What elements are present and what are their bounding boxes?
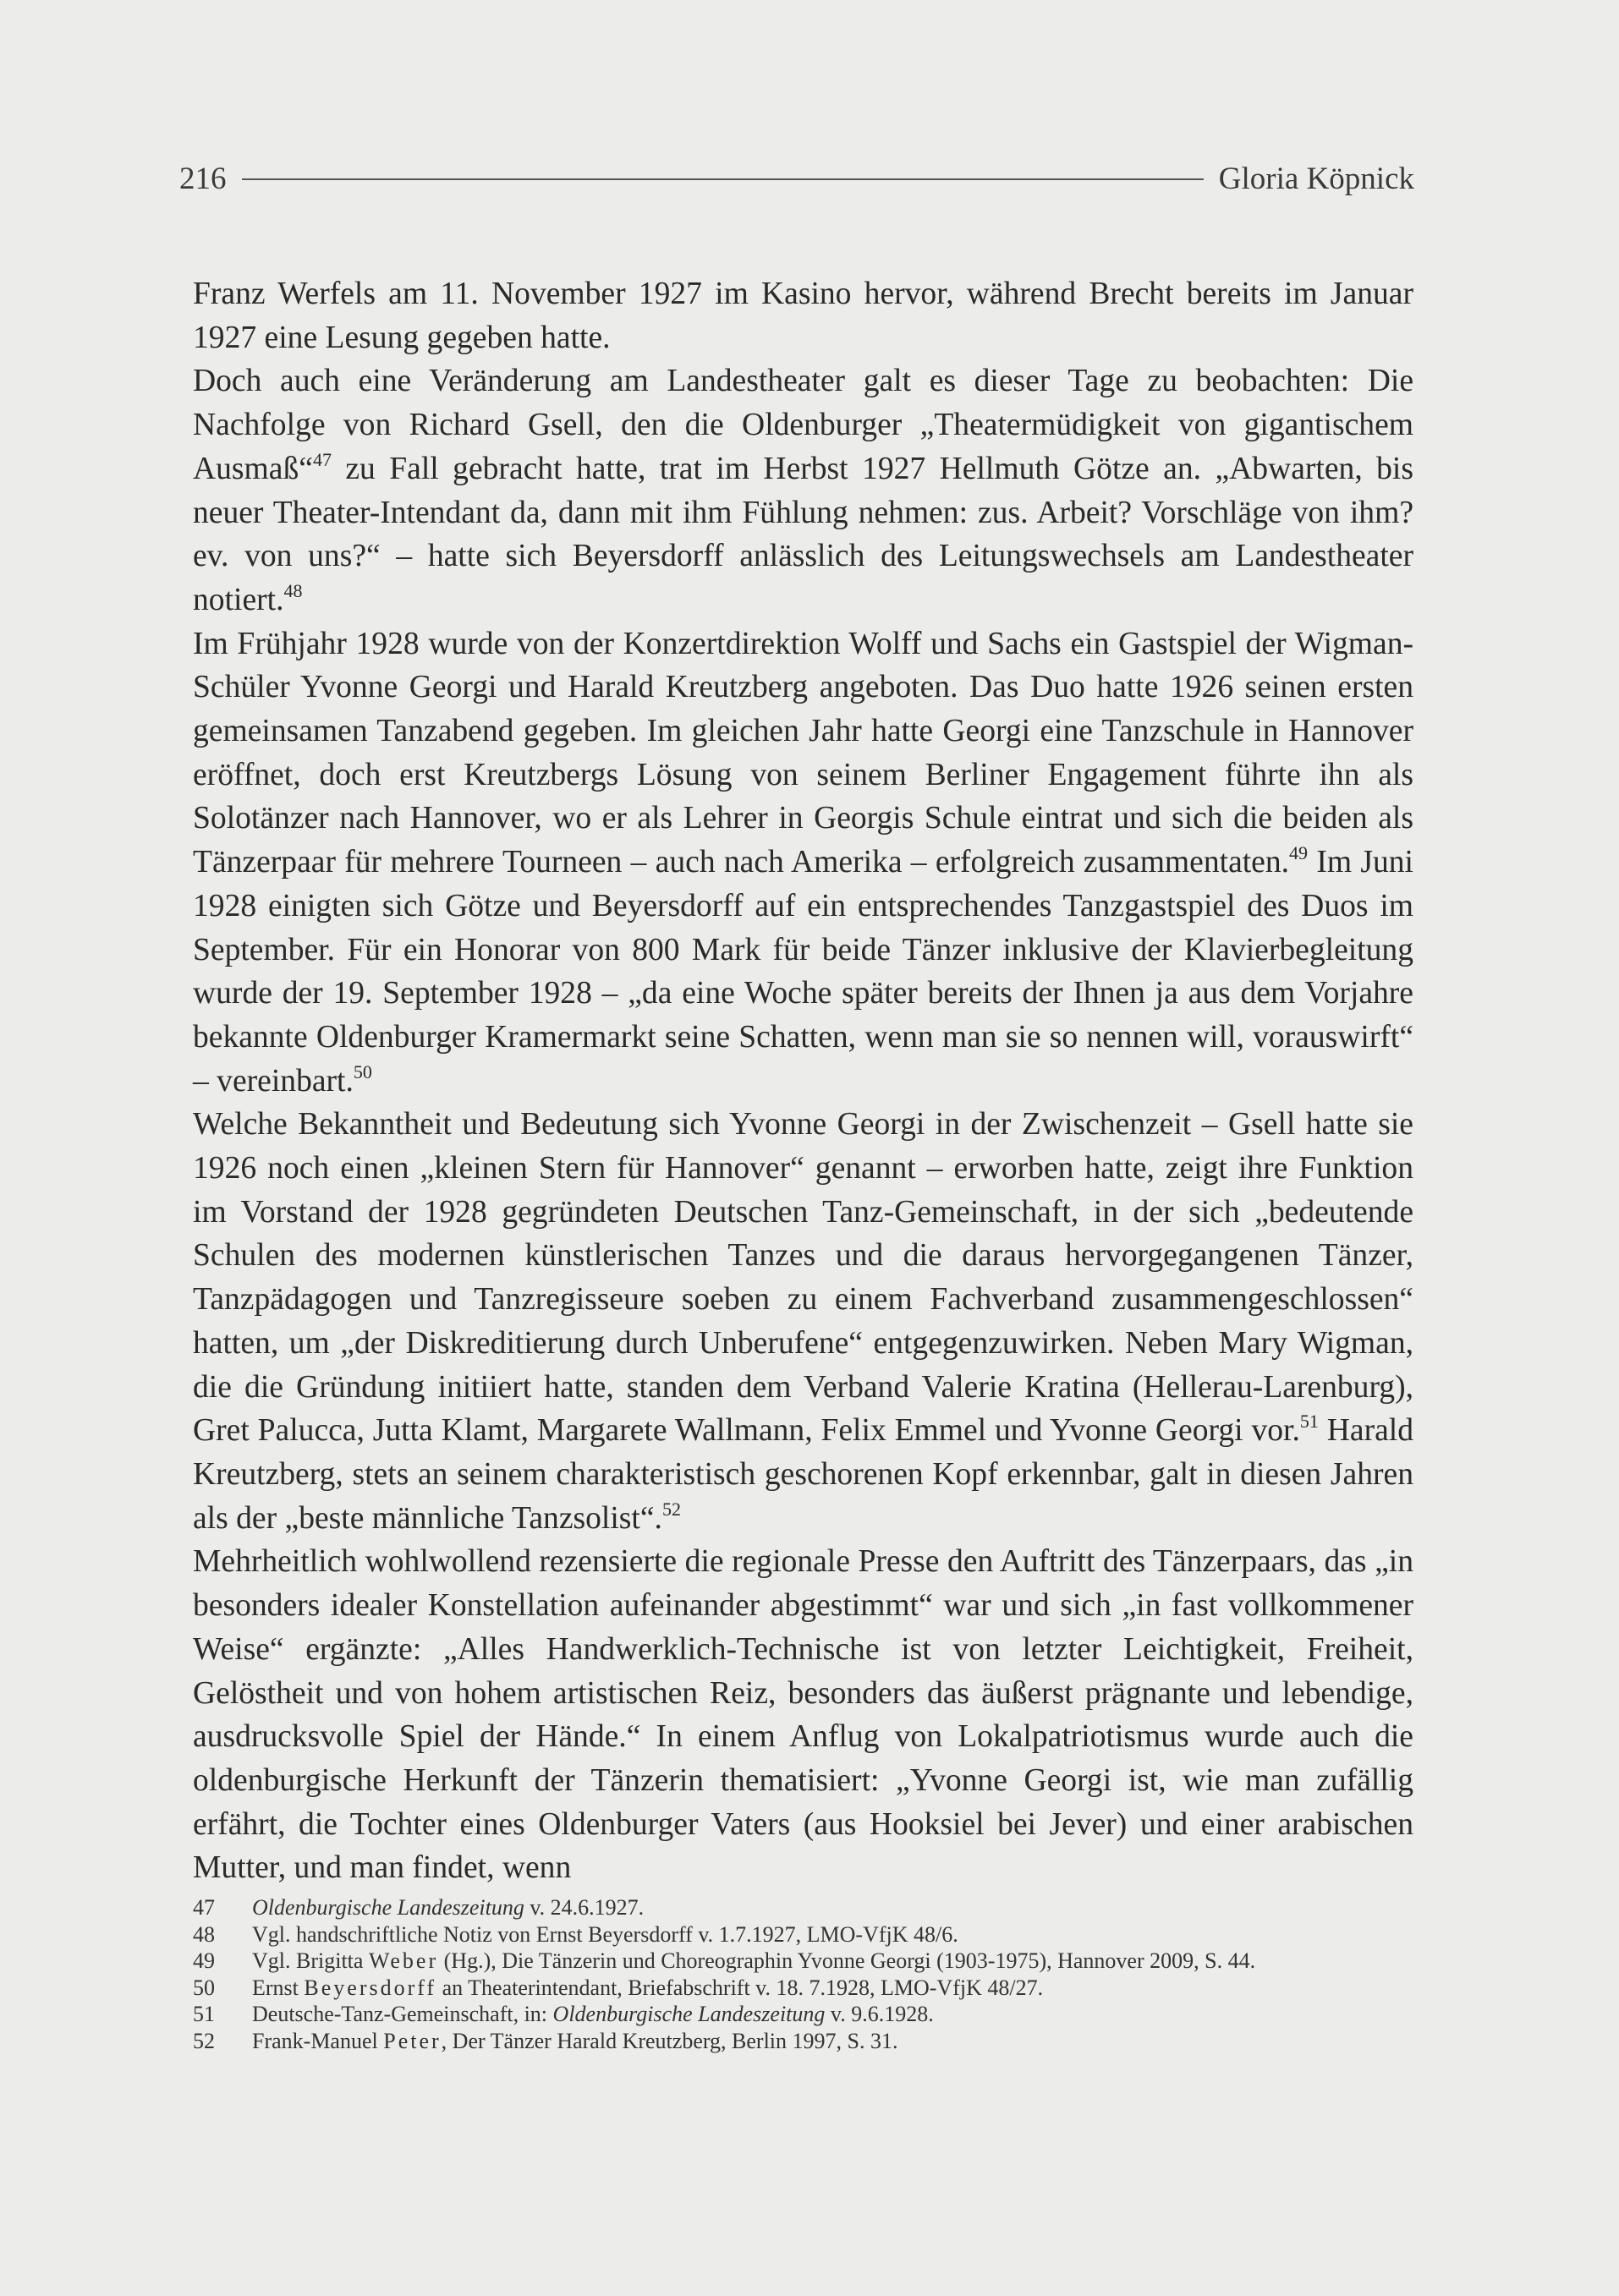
footnote-number: 48 bbox=[193, 1921, 215, 1947]
running-head-author: Gloria Köpnick bbox=[1218, 162, 1414, 196]
main-text bbox=[193, 272, 1413, 1890]
footnote-ref-50: 50 bbox=[353, 1060, 372, 1082]
footnotes bbox=[193, 1894, 1413, 2054]
header-rule bbox=[242, 178, 1204, 180]
paragraph-4 bbox=[193, 1103, 1413, 1540]
paragraph-1: Franz Werfels am 11. November 1927 im Kasino hervor, während Brecht bereits im Januar 1927 eine Lesung gegeben hatte. bbox=[193, 277, 1413, 355]
paragraph-2 bbox=[193, 359, 1413, 622]
footnote-ref-48: 48 bbox=[283, 579, 303, 601]
footnote-text: Vgl. handschriftliche Notiz von Ernst Beyersdorff v. 1.7.1927, LMO-VfjK 48/6. bbox=[252, 1921, 958, 1947]
paragraph-text: Welche Bekanntheit und Bedeutung sich Yvonne Georgi in der Zwischenzeit – Gsell hatte sie 1926 noch einen „kleinen Stern für Hannover“ genannt – erworben hatte, zeigt ihre Funktion im Vorstand der 1928 gegründeten Deutschen Tanz-Gemeinschaft, in der sich „bedeutende Schulen des modernen künstlerischen Tanzes und die daraus hervorgegangenen Tänzer, Tanzpädagogen und Tanzregisseure soeben zu einem Fachverband zusammengeschlossen“ hatten, um „der Diskreditierung durch Unberufene“ entgegenzuwirken. Neben Mary Wigman, die die Gründung initiiert hatte, standen dem Verband Valerie Kratina (Hellerau-Larenburg), Gret Palucca, Jutta Klamt, Margarete Wallmann, Felix Emmel und Yvonne Georgi vor. bbox=[193, 1107, 1413, 1449]
paragraph-5: Mehrheitlich wohlwollend rezensierte die regionale Presse den Auftritt des Tänzerpaars, das „in besonders idealer Konstellation aufeinander abgestimmt“ war und sich „in fast vollkommener Weise“ ergänzte: „Alles Handwerklich-Technische ist von letzter Leichtigkeit, Freiheit, Gelöstheit und von hohem artistischen Reiz, besonders das äußerst prägnante und lebendige, ausdrucksvolle Spiel der Hände.“ In einem Anflug von Lokalpatriotismus wurde auch die oldenburgische Herkunft der Tänzerin thematisiert: „Yvonne Georgi ist, wie man zufällig erfährt, die Tochter eines Oldenburger Vaters (aus Hooksiel bei Jever) und einer arabischen Mutter, und man findet, wenn bbox=[193, 1544, 1413, 1886]
footnote-number: 51 bbox=[193, 2002, 215, 2026]
footnote-47 bbox=[193, 1894, 1413, 1921]
footnote-50 bbox=[193, 1975, 1413, 2002]
footnote-number: 52 bbox=[193, 2028, 215, 2053]
author-name: Beyersdorff bbox=[304, 1975, 437, 2000]
footnote-number: 49 bbox=[193, 1948, 215, 1973]
footnote-49 bbox=[193, 1948, 1413, 1975]
paragraph-3 bbox=[193, 622, 1413, 1104]
footnote-text: Deutsche-Tanz-Gemeinschaft, in: bbox=[252, 2002, 553, 2026]
footnote-ref-47: 47 bbox=[312, 448, 332, 470]
paragraph-text: Harald Kreutzberg, stets an seinem charakteristisch geschorenen Kopf erkennbar, galt in diesen Jahren als der „beste männliche Tanzsolist“. bbox=[193, 1413, 1413, 1536]
page-number: 216 bbox=[179, 162, 227, 196]
author-name: Peter bbox=[383, 2028, 442, 2053]
footnote-52 bbox=[193, 2028, 1413, 2055]
footnote-text: an Theaterintendant, Briefabschrift v. 18. 7.1928, LMO-VfjK 48/27. bbox=[436, 1975, 1044, 2000]
footnote-text: v. 9.6.1928. bbox=[825, 2002, 934, 2026]
footnote-text: Vgl. Brigitta bbox=[252, 1948, 369, 1973]
footnote-ref-51: 51 bbox=[1299, 1411, 1319, 1433]
paragraph-text: Im Juni 1928 einigten sich Götze und Beyersdorff auf ein entsprechendes Tanzgastspiel des Duos im September. Für ein Honorar von 800 Mark für beide Tänzer inklusive der Klavierbegleitung wurde der 19. September 1928 – „da eine Woche später bereits der Ihnen ja aus dem Vorjahre bekannte Oldenburger Kramermarkt seine Schatten, wenn man sie so nennen will, vorauswirft“ – vereinbart. bbox=[193, 845, 1413, 1099]
source-title: Oldenburgische Landeszeitung bbox=[252, 1895, 524, 1920]
paragraph-text: Im Frühjahr 1928 wurde von der Konzertdirektion Wolff und Sachs ein Gastspiel der Wigman-Schüler Yvonne Georgi und Harald Kreutzberg angeboten. Das Duo hatte 1926 seinen ersten gemeinsamen Tanzabend gegeben. Im gleichen Jahr hatte Georgi eine Tanzschule in Hannover eröffnet, doch erst Kreutzbergs Lösung von seinem Berliner Engagement führte ihn als Solotänzer nach Hannover, wo er als Lehrer in Georgis Schule eintrat und sich die beiden als Tänzerpaar für mehrere Tourneen – auch nach Amerika – erfolgreich zusammentaten. bbox=[193, 626, 1413, 880]
paragraph-text: Doch auch eine Veränderung am Landestheater galt es dieser Tage zu beobachten: Die Nachfolge von Richard Gsell, den die Oldenburger „Theatermüdigkeit von gigantischem Ausmaß“ bbox=[193, 364, 1413, 486]
footnote-number: 50 bbox=[193, 1975, 215, 2000]
running-header bbox=[179, 161, 1414, 197]
footnote-48 bbox=[193, 1921, 1413, 1948]
footnote-ref-49: 49 bbox=[1289, 842, 1309, 864]
footnote-text: Ernst bbox=[252, 1975, 305, 2000]
footnote-51 bbox=[193, 2001, 1413, 2028]
author-name: Weber bbox=[368, 1948, 439, 1973]
source-title: Oldenburgische Landeszeitung bbox=[552, 2002, 826, 2026]
footnote-number: 47 bbox=[193, 1895, 215, 1920]
footnote-text: (Hg.), Die Tänzerin und Choreographin Yvonne Georgi (1903-1975), Hannover 2009, S. 44. bbox=[438, 1948, 1256, 1973]
footnote-text: , Der Tänzer Harald Kreutzberg, Berlin 1997, S. 31. bbox=[441, 2028, 898, 2053]
footnote-text: v. 24.6.1927. bbox=[524, 1895, 645, 1920]
paragraph-text: zu Fall gebracht hatte, trat im Herbst 1927 Hellmuth Götze an. „Abwarten, bis neuer Theater-Intendant da, dann mit ihm Fühlung nehmen: zus. Arbeit? Vorschläge von ihm? ev. von uns?“ – hatte sich Beyersdorff anlässlich des Leitungswechsels am Landestheater notiert. bbox=[193, 451, 1413, 617]
footnote-text: Frank-Manuel bbox=[252, 2028, 384, 2053]
footnote-ref-52: 52 bbox=[661, 1498, 681, 1520]
